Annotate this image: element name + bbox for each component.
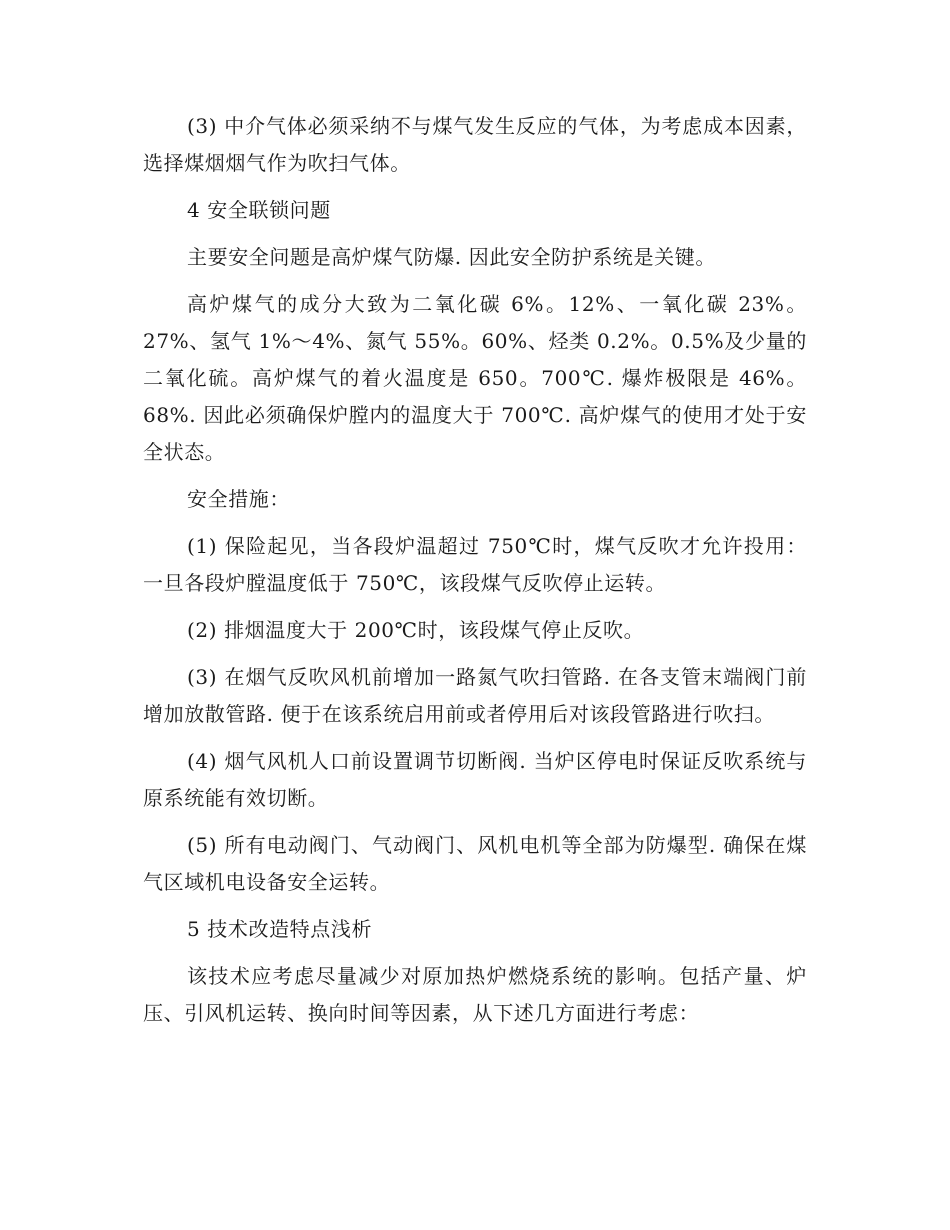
paragraph-measure-5: (5) 所有电动阀门、气动阀门、风机电机等全部为防爆型. 确保在煤气区域机电设备安全运转。 — [143, 833, 807, 894]
paragraph-main-safety-issue: 主要安全问题是高炉煤气防爆. 因此安全防护系统是关键。 — [187, 245, 716, 269]
paragraph-measure-1: (1) 保险起见，当各段炉温超过 750℃时，煤气反吹才允许投用：一旦各段炉膛温度低于 750℃，该段煤气反吹停止运转。 — [143, 534, 807, 595]
paragraph-gas-composition: 高炉煤气的成分大致为二氧化碳 6%。12%、一氧化碳 23%。27%、氢气 1%～4%、氮气 55%。60%、烃类 0.2%。0.5%及少量的二氧化硫。高炉煤气的着火温度是 650。700℃. 爆炸极限是 46%。68%. 因此必须确保炉膛内的温度大于 700℃. 高炉煤气的使用才处于安全状态。 — [143, 292, 807, 464]
paragraph-retrofit-considerations: 该技术应考虑尽量减少对原加热炉燃烧系统的影响。包括产量、炉压、引风机运转、换向时间等因素，从下述几方面进行考虑： — [143, 964, 807, 1025]
section-heading-retrofit-analysis: 5 技术改造特点浅析 — [187, 917, 373, 941]
paragraph-measure-3: (3) 在烟气反吹风机前增加一路氮气吹扫管路. 在各支管末端阀门前增加放散管路. 便于在该系统启用前或者停用后对该段管路进行吹扫。 — [143, 665, 807, 726]
paragraph-safety-measures-label: 安全措施： — [187, 487, 290, 511]
paragraph-measure-2: (2) 排烟温度大于 200℃时，该段煤气停止反吹。 — [187, 618, 645, 642]
paragraph-measure-4: (4) 烟气风机人口前设置调节切断阀. 当炉区停电时保证反吹系统与原系统能有效切断。 — [143, 749, 807, 810]
document-page — [143, 108, 807, 1032]
paragraph-purge-gas: (3) 中介气体必须采纳不与煤气发生反应的气体，为考虑成本因素，选择煤烟烟气作为吹扫气体。 — [143, 114, 807, 175]
section-heading-safety-interlock: 4 安全联锁问题 — [187, 198, 331, 222]
